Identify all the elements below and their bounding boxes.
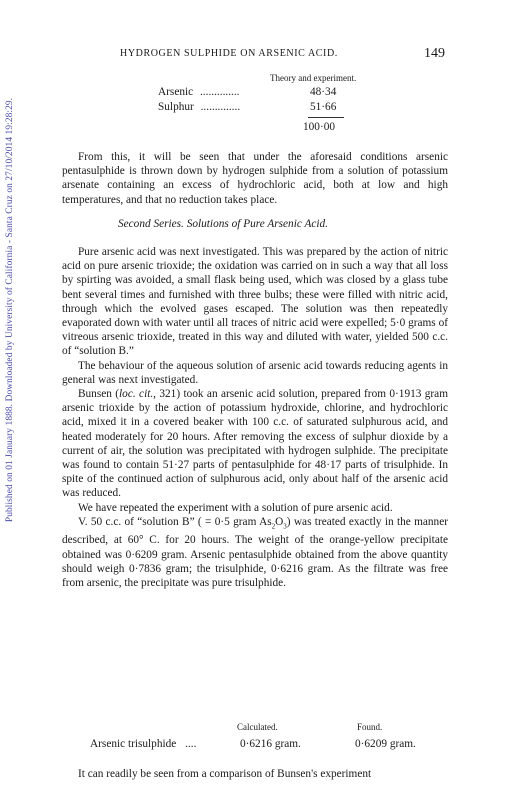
- p6-text: ) was treated exactly in the manner described, at 60° C. for 20 hours. The weight of the orange-yellow precipitate obtained was 0·6209 gram. Arsenic pentasulphide obtained from the above quantity should weigh 0·7836 gram; the trisulphide, 0·6216 gram. As the filtrate was free from arsenic, the precipitate was pure trisulphide.: [62, 515, 448, 589]
- paragraph-2: Pure arsenic acid was next investigated. This was prepared by the action of nitric acid on pure arsenic trioxide; the oxidation was carried on in such a way that all loss by spirting was avoided, a small flask being used, which was closed by a glass tube bent several times and furnished with three bulbs; these were filled with nitric acid, through which the evolved gases escaped. The solution was then repeatedly evaporated down with water until all traces of nitric acid were expelled; 5·0 grams of vitreous arsenic trioxide, treated in this way and diluted with water, yielded 500 c.c. of “solution B.”: [62, 246, 448, 358]
- section-heading: Second Series. Solutions of Pure Arsenic Acid.: [118, 218, 329, 230]
- paragraph-4: [62, 387, 448, 501]
- result-dots: ....: [185, 738, 197, 750]
- paragraph-1-block: [62, 150, 448, 207]
- theory-row-arsenic: [158, 86, 240, 98]
- paragraph-1: From this, it will be seen that under the aforesaid conditions arsenic pentasulphide is thrown down by hydrogen sulphide from a solution of potassium arsenate containing an excess of hydrochloric acid, both at low and high temperatures, and that no reduction takes place.: [62, 151, 448, 206]
- p6-subscript: 3: [283, 522, 287, 531]
- result-calculated: 0·6216 gram.: [240, 738, 301, 750]
- theory-label: Sulphur: [158, 101, 194, 113]
- theory-dots: ..............: [200, 101, 241, 113]
- theory-row-sulphur: [158, 101, 240, 113]
- col-calculated: Calculated.: [237, 722, 278, 732]
- theory-value-arsenic: 48·34: [310, 86, 337, 98]
- theory-label: Arsenic: [158, 86, 194, 98]
- running-header: [65, 46, 445, 62]
- paragraph-3: The behaviour of the aqueous solution of arsenic acid towards reducing agents in general was next investigated.: [62, 359, 448, 386]
- side-note: [3, 30, 17, 590]
- p4-citation: loc. cit.: [119, 388, 154, 401]
- paragraph-5: We have repeated the experiment with a solution of pure arsenic acid.: [78, 501, 393, 514]
- p6-subscript: 2: [271, 522, 276, 531]
- result-row: [90, 738, 196, 750]
- side-note-text: Published on 01 January 1888. Downloaded by University of California - Santa Cruz on 27/10/2014 19:28:29.: [5, 97, 15, 523]
- theory-value-sulphur: 51·66: [310, 101, 337, 113]
- paragraph-7: It can readily be seen from a comparison of Bunsen's experiment: [78, 768, 372, 780]
- p6-text: V. 50 c.c. of “solution B” ( = 0·5 gram As: [78, 515, 272, 528]
- page-number: 149: [424, 46, 445, 61]
- p4-text: Bunsen (: [78, 388, 120, 401]
- paragraph-6: [62, 515, 448, 590]
- result-label: Arsenic trisulphide: [90, 738, 177, 750]
- p4-text: , 321) took an arsenic acid solution, prepared from 0·1913 gram arsenic trioxide by the action of potassium hydroxide, chlorine, and hydrochloric acid, mixed it in a covered beaker with 100 c.c. of saturated sulphurous acid, and heated moderately for 20 hours. After removing the excess of sulphur dioxide by a current of air, the solution was precipitated with hydrogen sulphide. The precipitate was found to contain 51·27 parts of pentasulphide for 48·17 parts of trisulphide. In spite of the continued action of sulphurous acid, only about half of the arsenic acid was reduced.: [62, 388, 448, 500]
- total-rule: [308, 117, 344, 118]
- theory-dots: ..............: [199, 86, 240, 98]
- col-found: Found.: [357, 722, 383, 732]
- paragraph-7-block: [62, 767, 448, 781]
- result-found: 0·6209 gram.: [355, 738, 416, 750]
- header-title: HYDROGEN SULPHIDE ON ARSENIC ACID.: [120, 48, 338, 59]
- p6-text: O: [275, 515, 284, 528]
- body-text: [62, 245, 448, 590]
- theory-heading: Theory and experiment.: [270, 73, 357, 83]
- theory-total: 100·00: [303, 121, 336, 133]
